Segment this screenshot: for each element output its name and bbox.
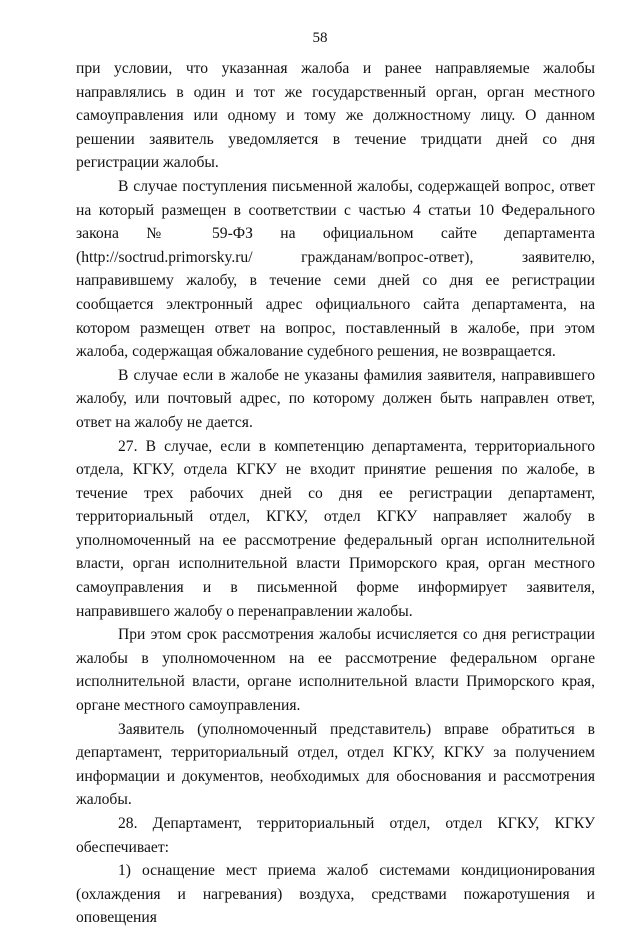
paragraph-item-27: 27. В случае, если в компетенцию департамента, территориального отдела, КГКУ, отдела КГКУ не входит принятие решения по жалобе, в течение трех рабочих дней со дня ее регистрации департамент, территориальный отдел, КГКУ, отдел КГКУ направляет жалобу в уполномоченный на ее рассмотрение федеральный орган исполнительной власти, орган исполнительной власти Приморского края, орган местного самоуправления и в письменной форме информирует заявителя, направившего жалобу о перенаправлении жалобы.	[76, 437, 595, 620]
paragraph-subitem-1: 1) оснащение мест приема жалоб системами кондиционирования (охлаждения и нагревания) воздуха, средствами пожаротушения и оповещения	[76, 862, 595, 927]
paragraph-website-answer: В случае поступления письменной жалобы, содержащей вопрос, ответ на который размещен в соответствии с частью 4 статьи 10 Федерального закона № 59-ФЗ на официальном сайте департамента (http://soctrud.primorsky.ru/ гражданам/вопрос-ответ), заявителю, направившему жалобу, в течение семи дней со дня ее регистрации сообщается электронный адрес официального сайта департамента, на котором размещен ответ на вопрос, поставленный в жалобе, при этом жалоба, содержащая обжалование судебного решения, не возвращается.	[76, 177, 595, 361]
paragraph-item-28: 28. Департамент, территориальный отдел, отдел КГКУ, КГКУ обеспечивает:	[76, 815, 595, 856]
paragraph-review-term: При этом срок рассмотрения жалобы исчисляется со дня регистрации жалобы в уполномоченном на ее рассмотрение федеральном органе исполнительной власти, органе исполнительной власти Приморского края, органе местного самоуправления.	[76, 626, 595, 715]
paragraph-applicant-right: Заявитель (уполномоченный представитель) вправе обратиться в департамент, территориальный отдел, отдел КГКУ, КГКУ за получением информации и документов, необходимых для обоснования и рассмотрения жалобы.	[76, 720, 595, 809]
page-number: 58	[312, 30, 328, 46]
document-body	[76, 57, 595, 930]
paragraph-missing-applicant-info: В случае если в жалобе не указаны фамилия заявителя, направившего жалобу, или почтовый адрес, по которому должен быть направлен ответ, ответ на жалобу не дается.	[76, 366, 595, 431]
paragraph-continuation: при условии, что указанная жалоба и ранее направляемые жалобы направлялись в один и тот же государственный орган, орган местного самоуправления или одному и тому же должностному лицу. О данном решении заявитель уведомляется в течение тридцати дней со дня регистрации жалобы.	[76, 60, 595, 172]
